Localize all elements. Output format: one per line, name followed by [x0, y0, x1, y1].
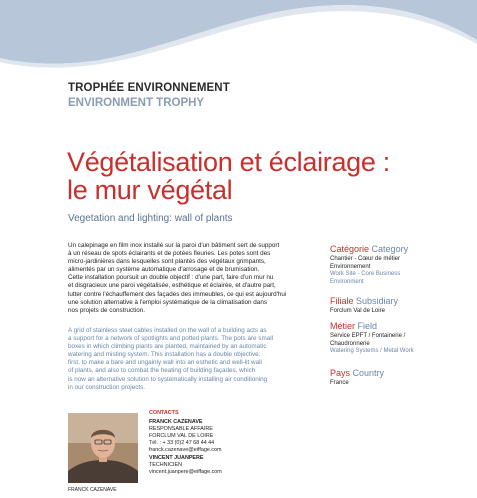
field-label-en: Field: [357, 321, 378, 331]
country-heading: [330, 368, 470, 379]
field-label-fr: Métier: [330, 321, 356, 331]
category-value-fr: [330, 256, 470, 271]
body-en-line: in our construction projects.: [68, 383, 145, 391]
section-kicker: [68, 83, 230, 109]
body-en-line: watering and misting system. This installation has a double objective:: [68, 351, 261, 359]
country-value: France: [330, 380, 349, 386]
sidebar-country: [330, 368, 470, 388]
title-line-1: Végétalisation et éclairage :: [67, 147, 391, 177]
body-fr-line: Cette installation poursuit un double objectif : d'une part, faire d'un mur nu: [68, 274, 274, 282]
body-en-line: first, to make a bare and ungainly wall into an esthetic and well-lit wall: [68, 359, 262, 367]
subsidiary-value: Forclum Val de Loire: [330, 308, 385, 314]
subsidiary-label-fr: Filiale: [330, 296, 354, 306]
body-text-english: [68, 327, 314, 392]
photo-caption: FRANCK CAZENAVE: [68, 487, 117, 493]
contact-1-role: RESPONSABLE AFFAIRE: [149, 426, 213, 432]
sidebar-category: [330, 244, 470, 286]
contact-1-email[interactable]: franck.cazenave@eiffage.com: [149, 447, 222, 453]
body-fr-line: à un réseau de spots éclairants et de potées fleuries. Les potes sont des: [68, 250, 271, 258]
field-value-fr-line: Service EPFT / Fontainerie /: [330, 333, 406, 339]
category-value-fr-line: Chantier - Cœur de métier: [330, 256, 401, 262]
category-label-en: Category: [371, 244, 409, 254]
sidebar-field: [330, 321, 470, 356]
category-value-en: [330, 271, 470, 286]
kicker-english: ENVIRONMENT TROPHY: [68, 96, 205, 109]
contact-2-email[interactable]: vincent.juanpere@eiffage.com: [149, 469, 222, 475]
body-fr-line: micro-jardinières dans lesquelles sont plantés des végétaux grimpants,: [68, 258, 266, 266]
portrait-image: [68, 413, 138, 483]
contact-2-name: VINCENT JUANPERE: [149, 455, 204, 461]
contact-person-1: [149, 419, 289, 454]
contact-2-role: TECHNICIEN: [149, 462, 182, 468]
contacts-heading: CONTACTS: [149, 410, 179, 416]
country-label-en: Country: [352, 368, 385, 378]
body-en-line: a support for a network of spotlights and potted plants. The pots are small: [68, 335, 273, 343]
contact-1-phone: Tél. : + 33 (0)2 47 68 44 44: [149, 440, 215, 446]
field-heading: [330, 321, 470, 332]
subsidiary-heading: [330, 296, 470, 307]
body-en-line: of plants, and also to combat the heating of building façades, which: [68, 367, 256, 375]
page-subtitle: Vegetation and lighting: wall of plants: [68, 213, 233, 224]
category-heading: [330, 244, 470, 255]
sidebar-subsidiary: [330, 296, 470, 316]
body-fr-line: lutter contre l'échauffement des façades des immeubles, ce qui est aujourd'hui: [68, 290, 287, 298]
category-value-en-line: Work Site - Core Business: [330, 271, 401, 278]
contact-photo: [68, 413, 138, 483]
contacts-block: [149, 410, 289, 476]
category-value-fr-line: Environnement: [330, 263, 371, 270]
country-label-fr: Pays: [330, 368, 351, 378]
category-label-fr: Catégorie: [330, 244, 370, 254]
field-value-fr-line: Chaudronnerie: [330, 340, 370, 347]
contact-1-name: FRANCK CAZENAVE: [149, 419, 203, 425]
body-fr-line: une solution alternative à l'emploi systématique de la climatisation dans: [68, 298, 267, 306]
body-fr-line: et disgracieux une paroi végétalisée, esthétique et éclairée, et d'autre part,: [68, 282, 276, 290]
body-fr-line: nos projets de construction.: [68, 306, 146, 314]
contact-person-2: [149, 455, 289, 476]
contact-1-company: FORCLUM VAL DE LOIRE: [149, 433, 214, 439]
body-en-line: A grid of stainless steel cables installed on the wall of a building acts as: [68, 327, 267, 334]
page-title: [67, 148, 467, 204]
title-line-2: le mur végétal: [67, 175, 233, 205]
header-wave-decoration: [0, 0, 477, 80]
subsidiary-label-en: Subsidiary: [356, 296, 399, 306]
body-en-line: is now an alternative solution to systematically installing air conditioning: [68, 375, 268, 383]
body-en-line: boxes in which climbing plants are planted, maintained by an automatic: [68, 343, 267, 351]
kicker-french: TROPHÉE ENVIRONNEMENT: [68, 82, 230, 94]
body-fr-line: alimentés par un système automatique d'arrosage et de brumisation.: [68, 266, 260, 274]
field-value-fr: [330, 333, 470, 348]
field-value-en: Watering Systems / Metal Work: [330, 348, 414, 355]
body-fr-line: Un calepinage en film inox installé sur la paroi d'un bâtiment sert de support: [68, 242, 280, 249]
category-value-en-line: Environment: [330, 278, 364, 285]
body-text-french: [68, 242, 314, 315]
